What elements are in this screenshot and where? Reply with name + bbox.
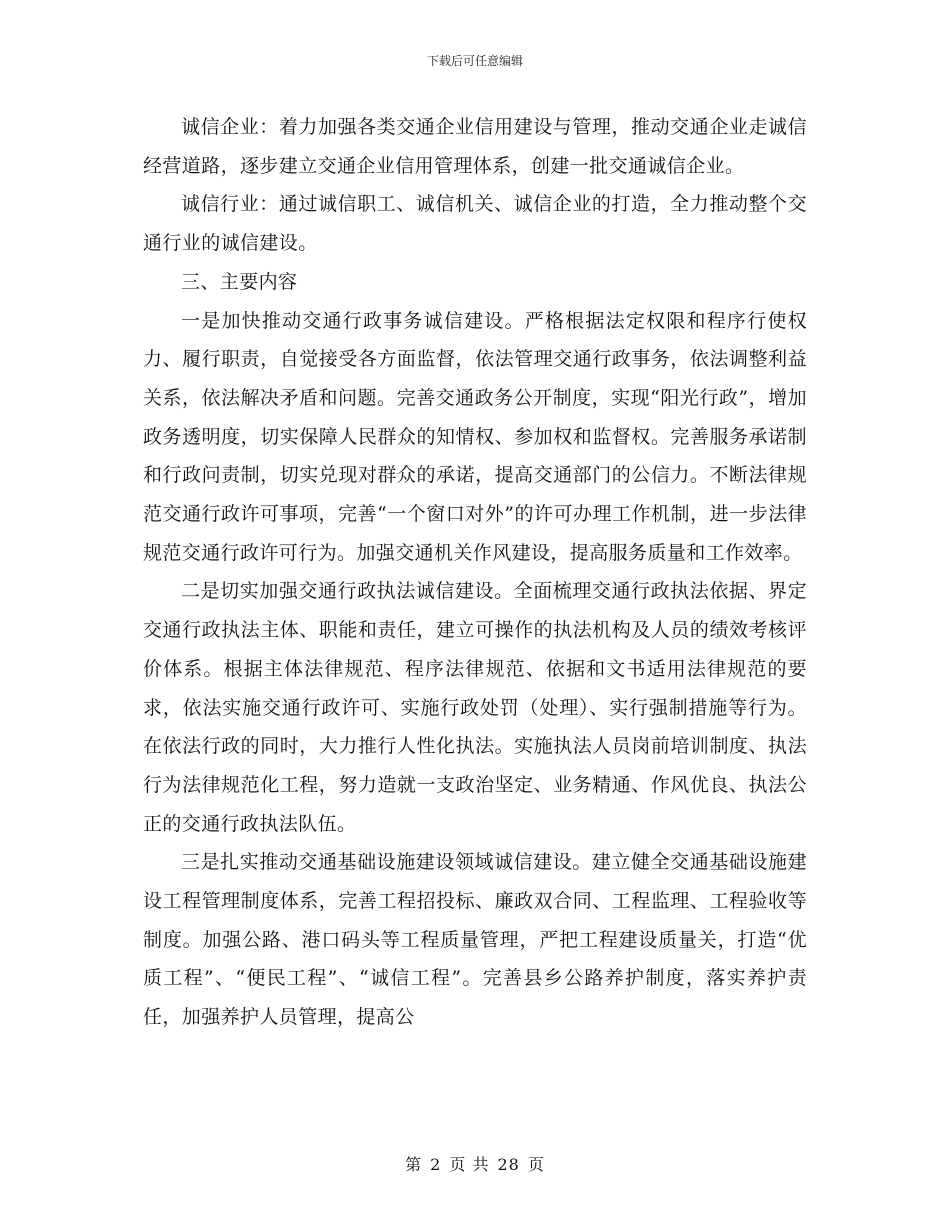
document-body bbox=[143, 108, 807, 1037]
footer-prefix: 第 bbox=[405, 1155, 423, 1174]
paragraph-honest-enterprise: 诚信企业：着力加强各类交通企业信用建设与管理，推动交通企业走诚信经营道路，逐步建立交通企业信用管理体系，创建一批交通诚信企业。 bbox=[143, 116, 807, 177]
paragraph-item-one: 一是加快推动交通行政事务诚信建设。严格根据法定权限和程序行使权力、履行职责，自觉接受各方面监督，依法管理交通行政事务，依法调整利益关系，依法解决矛盾和问题。完善交通政务公开制度，实现“阳光行政”，增加政务透明度，切实保障人民群众的知情权、参加权和监督权。完善服务承诺制和行政问责制，切实兑现对群众的承诺，提高交通部门的公信力。不断法律规范交通行政许可事项，完善“一个窗口对外”的许可办理工作机制，进一步法律规范交通行政许可行为。加强交通机关作风建设，提高服务质量和工作效率。 bbox=[143, 309, 807, 564]
paragraph-item-two: 二是切实加强交通行政执法诚信建设。全面梳理交通行政执法依据、界定交通行政执法主体、职能和责任，建立可操作的执法机构及人员的绩效考核评价体系。根据主体法律规范、程序法律规范、依据和文书适用法律规范的要求，依法实施交通行政许可、实施行政处罚（处理）、实行强制措施等行为。在依法行政的同时，大力推行人性化执法。实施执法人员岗前培训制度、执法行为法律规范化工程，努力造就一支政治坚定、业务精通、作风优良、执法公正的交通行政执法队伍。 bbox=[143, 580, 807, 835]
page-footer bbox=[0, 1152, 950, 1175]
footer-page-number: 2 bbox=[430, 1155, 442, 1174]
page-header: 下载后可任意编辑 bbox=[426, 54, 523, 68]
section-heading-main-content: 三、主要内容 bbox=[181, 270, 298, 293]
paragraph-item-three: 三是扎实推动交通基础设施建设领域诚信建设。建立健全交通基础设施建设工程管理制度体系，完善工程招投标、廉政双合同、工程监理、工程验收等制度。加强公路、港口码头等工程质量管理，严把工程建设质量关，打造“优质工程”、“便民工程”、“诚信工程”。完善县乡公路养护制度，落实养护责任，加强养护人员管理，提高公 bbox=[143, 851, 807, 1029]
footer-suffix: 页 bbox=[527, 1155, 545, 1174]
paragraph-honest-industry: 诚信行业：通过诚信职工、诚信机关、诚信企业的打造，全力推动整个交通行业的诚信建设。 bbox=[143, 193, 807, 255]
footer-total-pages: 28 bbox=[497, 1155, 520, 1174]
footer-middle: 页 共 bbox=[449, 1155, 490, 1174]
